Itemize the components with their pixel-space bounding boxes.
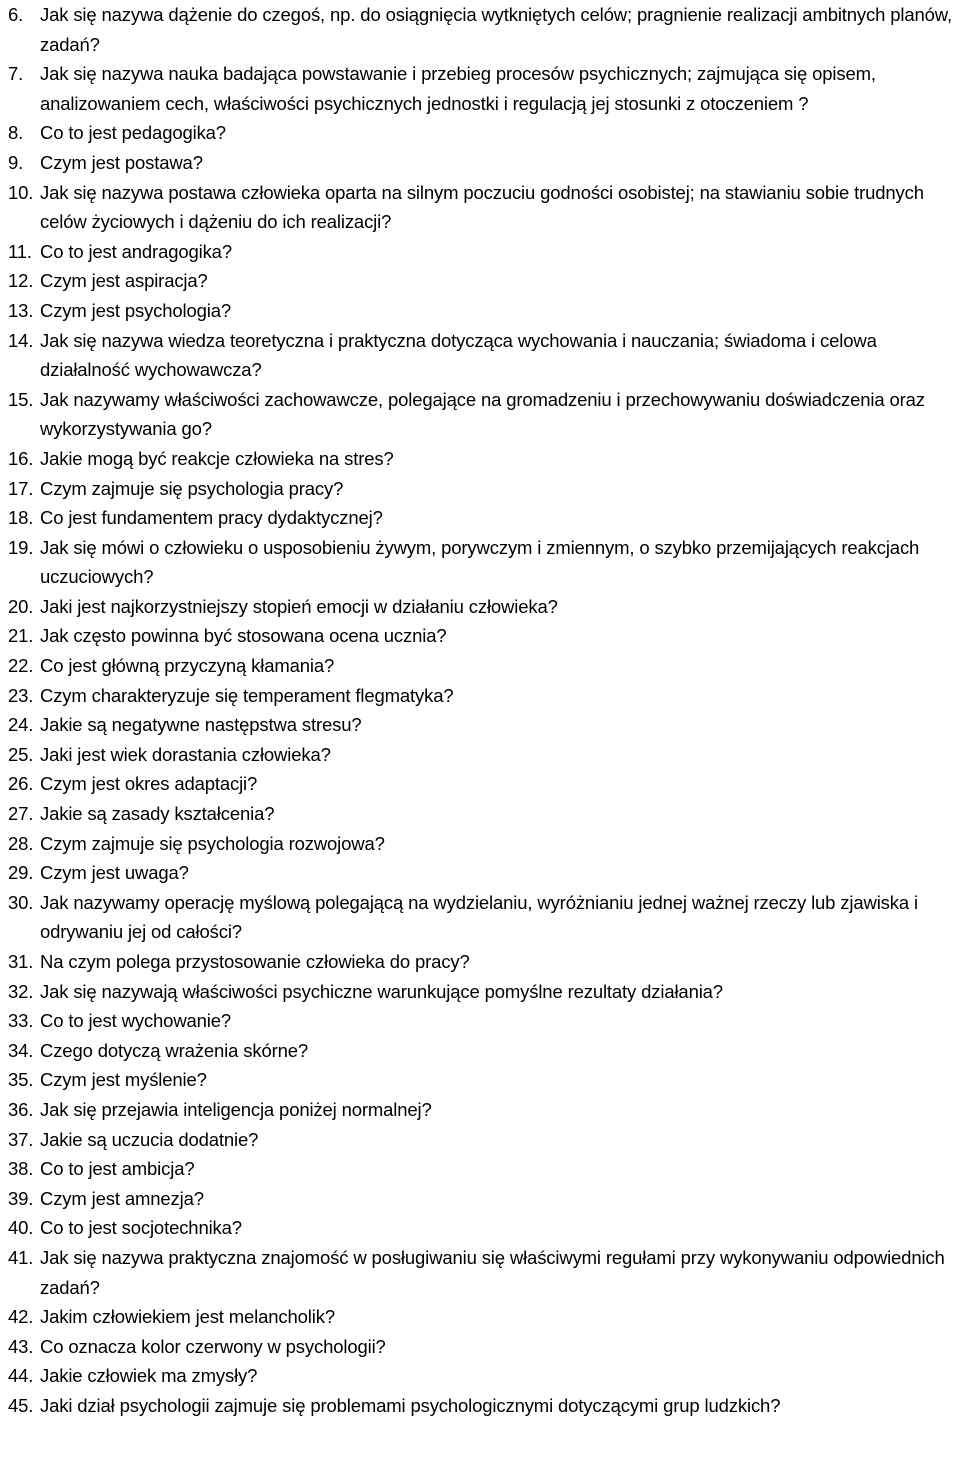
question-text: Jakie mogą być reakcje człowieka na stres? — [40, 447, 394, 469]
question-item — [8, 1184, 956, 1214]
question-text: Co jest fundamentem pracy dydaktycznej? — [40, 507, 383, 529]
question-item — [8, 118, 956, 148]
question-text: Czym zajmuje się psychologia pracy? — [40, 477, 344, 499]
question-item — [8, 740, 956, 770]
question-number: 8. — [8, 122, 24, 144]
question-number: 15. — [8, 388, 34, 410]
question-number: 10. — [8, 181, 34, 203]
question-text: Jaki dział psychologii zajmuje się problemami psychologicznymi dotyczącymi grup ludzkich? — [40, 1394, 781, 1416]
question-number: 40. — [8, 1217, 34, 1239]
question-text: Co to jest socjotechnika? — [40, 1217, 242, 1239]
question-text: Jak nazywamy operację myślową polegającą na wydzielaniu, wyróżnianiu jednej ważnej rzeczy lub zjawiska i odrywaniu jej od całości? — [40, 891, 918, 943]
question-number: 23. — [8, 684, 34, 706]
question-text: Czym charakteryzuje się temperament flegmatyka? — [40, 684, 454, 706]
question-item — [8, 444, 956, 474]
question-text: Jak się mówi o człowieku o usposobieniu żywym, porywczym i zmiennym, o szybko przemijających reakcjach uczuciowych? — [40, 536, 920, 588]
question-number: 22. — [8, 655, 34, 677]
question-number: 12. — [8, 270, 34, 292]
question-text: Jak się nazywa praktyczna znajomość w posługiwaniu się właściwymi regułami przy wykonywaniu odpowiednich zadań? — [40, 1246, 945, 1298]
question-item — [8, 1154, 956, 1184]
question-number: 45. — [8, 1394, 34, 1416]
question-number: 24. — [8, 714, 34, 736]
question-text: Na czym polega przystosowanie człowieka do pracy? — [40, 951, 470, 972]
question-item — [8, 769, 956, 799]
question-text: Czym jest aspiracja? — [40, 270, 208, 292]
question-number: 19. — [8, 536, 34, 558]
question-text: Jakie człowiek ma zmysły? — [40, 1365, 258, 1387]
question-item — [8, 592, 956, 622]
question-item — [8, 503, 956, 533]
question-item — [8, 59, 956, 118]
question-item — [8, 1243, 956, 1302]
question-number: 6. — [8, 4, 24, 25]
question-number: 18. — [8, 507, 34, 529]
question-item — [8, 237, 956, 267]
question-number: 44. — [8, 1365, 34, 1387]
question-item — [8, 710, 956, 740]
question-number: 20. — [8, 595, 34, 617]
question-text: Jak się przejawia inteligencja poniżej normalnej? — [40, 1098, 432, 1120]
question-number: 32. — [8, 980, 34, 1002]
question-number: 26. — [8, 773, 34, 795]
question-item — [8, 799, 956, 829]
question-item — [8, 1391, 956, 1421]
question-item — [8, 1213, 956, 1243]
question-item — [8, 474, 956, 504]
question-text: Co jest główną przyczyną kłamania? — [40, 655, 335, 677]
question-item — [8, 1125, 956, 1155]
question-number: 17. — [8, 477, 34, 499]
question-text: Co to jest pedagogika? — [40, 122, 226, 144]
question-item — [8, 1302, 956, 1332]
question-number: 43. — [8, 1335, 34, 1357]
question-item — [8, 0, 956, 59]
question-item — [8, 888, 956, 947]
question-text: Jak się nazywa postawa człowieka oparta na silnym poczuciu godności osobistej; na stawianiu sobie trudnych celów życiowych i dążeniu do ich realizacji? — [40, 181, 924, 233]
question-item — [8, 148, 956, 178]
question-item — [8, 681, 956, 711]
question-number: 13. — [8, 299, 34, 321]
question-number: 14. — [8, 329, 34, 351]
question-number: 16. — [8, 447, 34, 469]
question-number: 28. — [8, 832, 34, 854]
question-number: 11. — [8, 240, 32, 262]
question-text: Jakim człowiekiem jest melancholik? — [40, 1306, 335, 1328]
question-item — [8, 858, 956, 888]
question-text: Czym jest psychologia? — [40, 299, 232, 321]
question-number: 25. — [8, 743, 34, 765]
question-text: Czym jest postawa? — [40, 151, 203, 173]
question-item — [8, 829, 956, 859]
question-text: Czym jest uwaga? — [40, 862, 189, 884]
question-item — [8, 651, 956, 681]
question-text: Jakie są uczucia dodatnie? — [40, 1128, 259, 1150]
question-number: 36. — [8, 1098, 34, 1120]
question-number: 38. — [8, 1158, 34, 1180]
question-list — [8, 0, 956, 1421]
question-text: Czego dotyczą wrażenia skórne? — [40, 1039, 309, 1061]
question-item — [8, 1006, 956, 1036]
question-item — [8, 296, 956, 326]
question-item — [8, 326, 956, 385]
question-text: Jak często powinna być stosowana ocena ucznia? — [40, 625, 447, 647]
question-item — [8, 266, 956, 296]
question-number: 41. — [8, 1246, 34, 1268]
question-text: Czym zajmuje się psychologia rozwojowa? — [40, 832, 385, 854]
question-text: Jak się nazywają właściwości psychiczne warunkujące pomyślne rezultaty działania? — [40, 980, 723, 1002]
question-number: 9. — [8, 151, 24, 173]
question-text: Co to jest ambicja? — [40, 1158, 195, 1180]
question-text: Czym jest myślenie? — [40, 1069, 207, 1091]
question-item — [8, 178, 956, 237]
question-item — [8, 977, 956, 1007]
question-number: 21. — [8, 625, 34, 647]
question-text: Jakie są zasady kształcenia? — [40, 803, 275, 825]
question-text: Co oznacza kolor czerwony w psychologii? — [40, 1335, 386, 1357]
question-text: Jak nazywamy właściwości zachowawcze, polegające na gromadzeniu i przechowywaniu doświadczenia oraz wykorzystywania go? — [40, 388, 925, 440]
question-text: Jakie są negatywne następstwa stresu? — [40, 714, 362, 736]
question-number: 35. — [8, 1069, 34, 1091]
question-item — [8, 1095, 956, 1125]
question-number: 39. — [8, 1187, 34, 1209]
question-item — [8, 947, 956, 977]
question-number: 29. — [8, 862, 34, 884]
question-item — [8, 1361, 956, 1391]
question-number: 37. — [8, 1128, 34, 1150]
question-text: Czym jest amnezja? — [40, 1187, 204, 1209]
question-number: 34. — [8, 1039, 34, 1061]
question-text: Jak się nazywa dążenie do czegoś, np. do osiągnięcia wytkniętych celów; pragnienie realizacji ambitnych planów, zadań? — [40, 4, 952, 55]
question-item — [8, 1332, 956, 1362]
question-text: Co to jest andragogika? — [40, 240, 232, 262]
question-item — [8, 621, 956, 651]
question-item — [8, 385, 956, 444]
question-item — [8, 533, 956, 592]
question-text: Jak się nazywa nauka badająca powstawanie i przebieg procesów psychicznych; zajmująca się opisem, analizowaniem cech, właściwości psychicznych jednostki i regulacją jej stosunki z otoczeniem ? — [40, 63, 876, 114]
question-text: Czym jest okres adaptacji? — [40, 773, 258, 795]
question-text: Jak się nazywa wiedza teoretyczna i praktyczna dotycząca wychowania i nauczania; świadoma i celowa działalność wychowawcza? — [40, 329, 877, 381]
question-number: 33. — [8, 1010, 34, 1032]
question-number: 42. — [8, 1306, 34, 1328]
question-number: 27. — [8, 803, 34, 825]
question-text: Jaki jest wiek dorastania człowieka? — [40, 743, 331, 765]
question-text: Co to jest wychowanie? — [40, 1010, 232, 1032]
question-item — [8, 1065, 956, 1095]
question-text: Jaki jest najkorzystniejszy stopień emocji w działaniu człowieka? — [40, 595, 558, 617]
question-item — [8, 1036, 956, 1066]
question-number: 30. — [8, 891, 34, 913]
question-number: 7. — [8, 63, 24, 85]
question-number: 31. — [8, 951, 34, 972]
